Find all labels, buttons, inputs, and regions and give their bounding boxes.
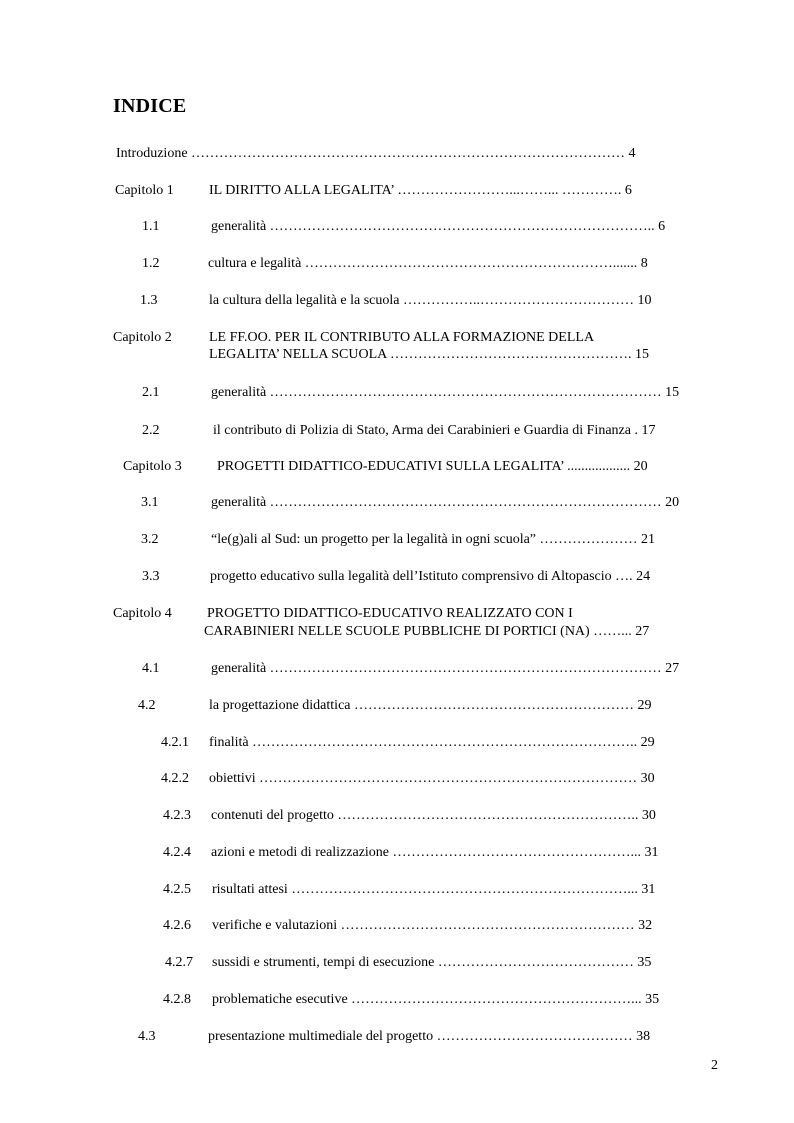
page-title: INDICE: [113, 95, 187, 117]
toc-entry-number: 4.2.7: [165, 955, 193, 970]
toc-entry-number: 4.2.1: [161, 735, 189, 750]
toc-entry-number: 4.2.8: [163, 992, 191, 1007]
toc-entry-number: 3.3: [142, 569, 160, 584]
toc-entry-3-2[interactable]: “le(g)ali al Sud: un progetto per la legalità in ogni scuola” ………………… 21: [211, 532, 656, 547]
toc-entry-number: 4.3: [138, 1029, 156, 1044]
toc-entry-number: 2.1: [142, 385, 160, 400]
toc-entry-number: Capitolo 3: [123, 459, 182, 474]
toc-entry-number: 4.2.3: [163, 808, 191, 823]
toc-entry-number: Capitolo 4: [113, 606, 172, 621]
toc-entry-1-2[interactable]: cultura e legalità …………………………………………………………....... 8: [208, 256, 648, 271]
toc-entry-capitolo-2[interactable]: LE FF.OO. PER IL CONTRIBUTO ALLA FORMAZIONE DELLA: [209, 330, 595, 345]
toc-entry-4-2-1[interactable]: finalità ……………………………………………………………………….. 29: [209, 735, 655, 750]
toc-entry-4-1[interactable]: generalità ………………………………………………………………………… 27: [211, 661, 680, 676]
toc-entry-number: 1.3: [140, 293, 158, 308]
toc-entry-number: Capitolo 2: [113, 330, 172, 345]
toc-entry-number: 1.1: [142, 219, 160, 234]
toc-entry-capitolo-3[interactable]: PROGETTI DIDATTICO-EDUCATIVI SULLA LEGALITA’ .................. 20: [217, 459, 648, 474]
toc-entry-4-3[interactable]: presentazione multimediale del progetto …………………………………… 38: [208, 1029, 651, 1044]
toc-entry-4-2-2[interactable]: obiettivi ……………………………………………………………………… 30: [209, 771, 655, 786]
toc-entry-number: 3.2: [141, 532, 159, 547]
toc-entry-4-2-8[interactable]: problematiche esecutive ……………………………………………………... 35: [212, 992, 660, 1007]
toc-entry-4-2-3[interactable]: contenuti del progetto ……………………………………………………….. 30: [211, 808, 656, 823]
toc-entry-4-2[interactable]: la progettazione didattica …………………………………………………… 29: [209, 698, 652, 713]
toc-entry-number: 4.2.2: [161, 771, 189, 786]
toc-entry-2-2[interactable]: il contributo di Polizia di Stato, Arma dei Carabinieri e Guardia di Finanza . 17: [213, 423, 656, 438]
toc-entry-number: 4.2.6: [163, 918, 191, 933]
toc-entry-number: 4.2.5: [163, 882, 191, 897]
toc-entry-4-2-4[interactable]: azioni e metodi di realizzazione ……………………………………………... 31: [211, 845, 659, 860]
toc-entry-number: 3.1: [141, 495, 159, 510]
toc-entry-capitolo-1[interactable]: IL DIRITTO ALLA LEGALITA’ ……………………...……... …………. 6: [209, 183, 632, 198]
toc-entry-4-2-5[interactable]: risultati attesi ………………………………………………………………... 31: [212, 882, 656, 897]
toc-entry-number: 4.1: [142, 661, 160, 676]
toc-entry-number: 1.2: [142, 256, 160, 271]
toc-entry-number: Capitolo 1: [115, 183, 174, 198]
toc-entry-4-2-7[interactable]: sussidi e strumenti, tempi di esecuzione …………………………………… 35: [212, 955, 652, 970]
toc-entry-capitolo-4-line2[interactable]: CARABINIERI NELLE SCUOLE PUBBLICHE DI PORTICI (NA) ……... 27: [204, 624, 650, 639]
toc-entry-1-3[interactable]: la cultura della legalità e la scuola ……………..…………………………… 10: [209, 293, 652, 308]
toc-entry-4-2-6[interactable]: verifiche e valutazioni ……………………………………………………… 32: [212, 918, 653, 933]
toc-entry-3-3[interactable]: progetto educativo sulla legalità dell’Istituto comprensivo di Altopascio …. 24: [210, 569, 651, 584]
toc-entry-capitolo-4[interactable]: PROGETTO DIDATTICO-EDUCATIVO REALIZZATO CON I: [207, 606, 573, 621]
toc-entry-number: 4.2: [138, 698, 156, 713]
toc-entry-capitolo-2-line2[interactable]: LEGALITA’ NELLA SCUOLA ……………………………………………. 15: [209, 347, 649, 362]
toc-entry-number: 4.2.4: [163, 845, 191, 860]
toc-entry-3-1[interactable]: generalità ………………………………………………………………………… 20: [211, 495, 680, 510]
toc-entry-number: 2.2: [142, 423, 160, 438]
toc-entry-1-1[interactable]: generalità ……………………………………………………………………….. 6: [211, 219, 666, 234]
page-number: 2: [711, 1058, 718, 1073]
toc-entry-introduzione[interactable]: Introduzione ………………………………………………………………………………… 4: [116, 146, 636, 161]
toc-entry-2-1[interactable]: generalità ………………………………………………………………………… 15: [211, 385, 680, 400]
